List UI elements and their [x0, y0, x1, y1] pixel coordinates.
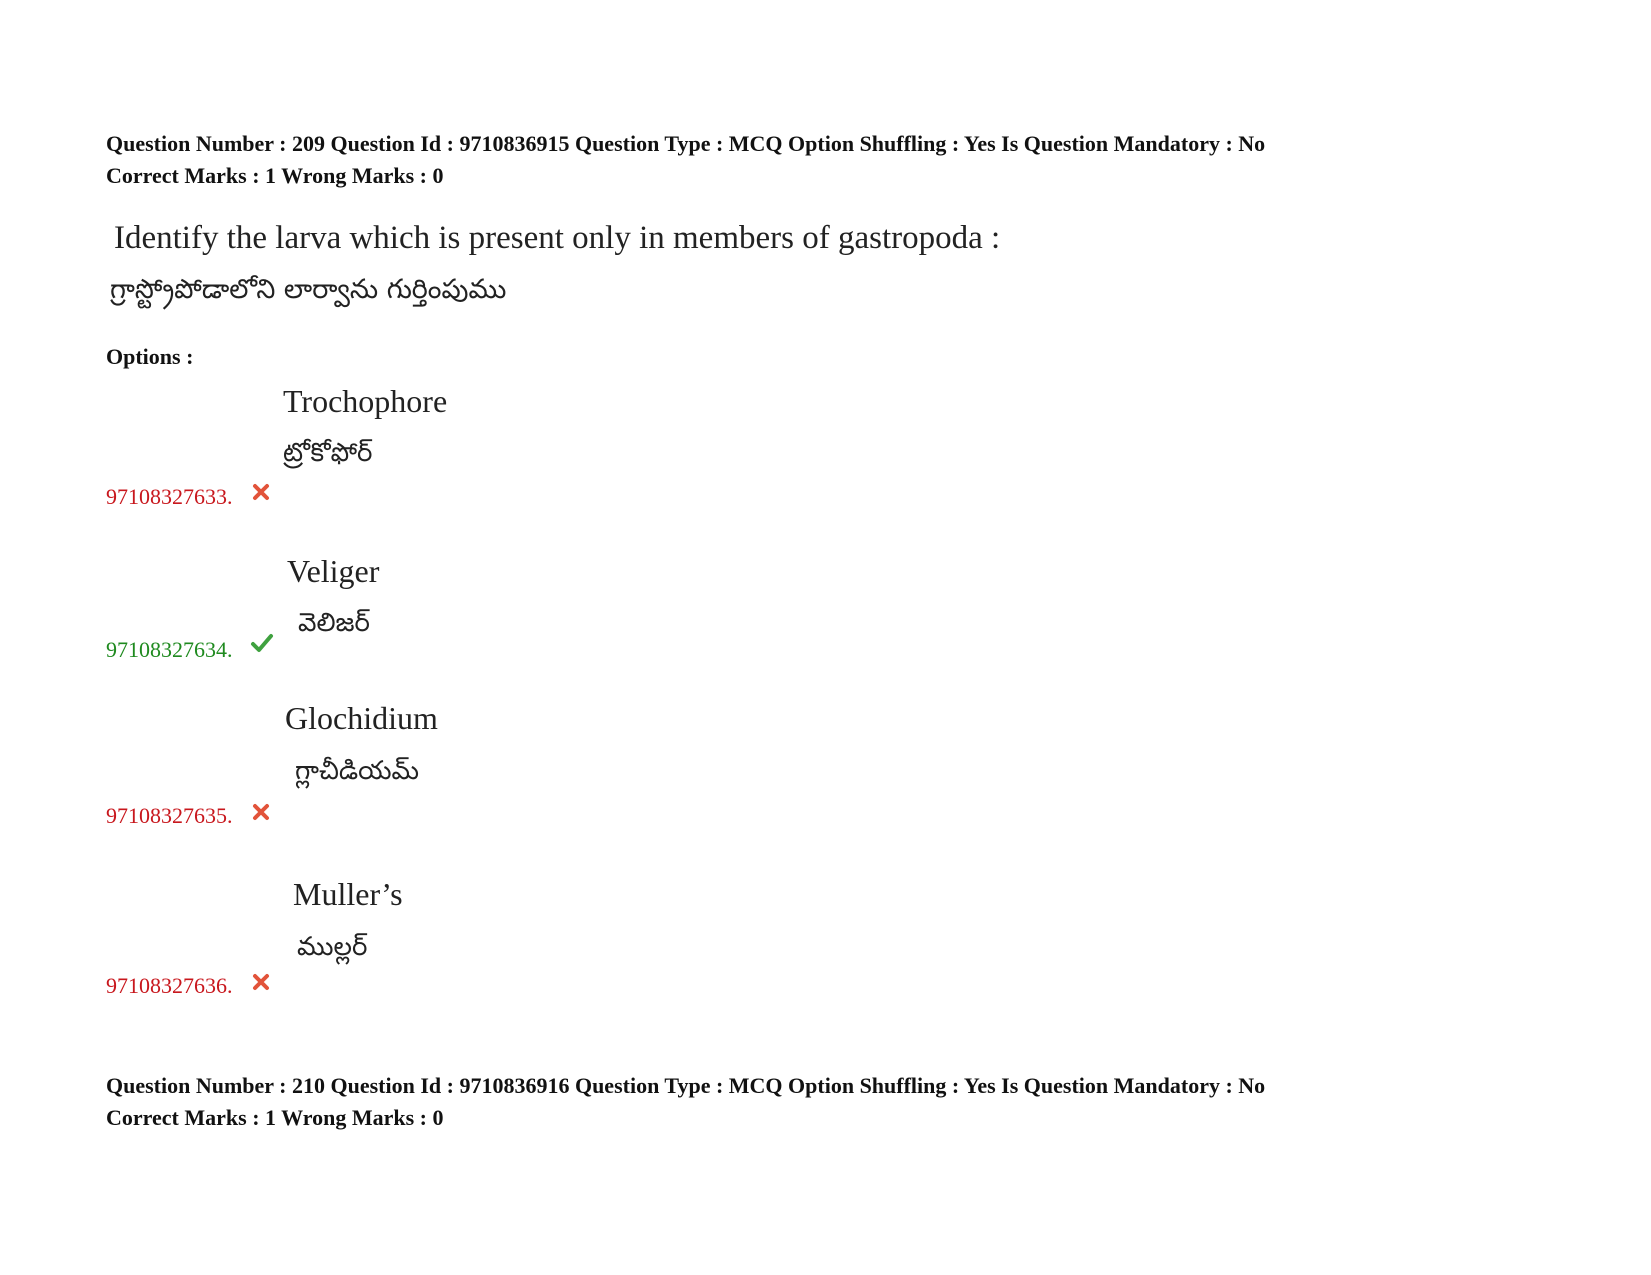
option-1-text-telugu: ట్రోకోఫోర్	[283, 438, 373, 468]
cross-icon	[251, 482, 271, 502]
option-4-text-telugu: ముల్లర్	[297, 932, 368, 962]
option-1-id: 97108327633.	[106, 484, 233, 509]
option-4-text-english: Muller’s	[293, 876, 403, 912]
question-210-meta: Question Number : 210 Question Id : 9710836916 Question Type : MCQ Option Shuffling : Yes Is Question Mandatory : No	[106, 1073, 1266, 1098]
option-2-id: 97108327634.	[106, 637, 233, 662]
question-209-meta: Question Number : 209 Question Id : 9710836915 Question Type : MCQ Option Shuffling : Yes Is Question Mandatory : No	[106, 131, 1266, 156]
option-2-text-telugu: వెలిజర్	[298, 608, 370, 638]
option-4-id: 97108327636.	[106, 973, 233, 998]
question-209-text-english: Identify the larva which is present only in members of gastropoda :	[114, 220, 1001, 256]
cross-icon	[251, 972, 271, 992]
question-210-marks: Correct Marks : 1 Wrong Marks : 0	[106, 1105, 444, 1130]
option-3-text-telugu: గ్లాచీడియమ్	[295, 756, 420, 786]
option-3-id: 97108327635.	[106, 803, 233, 828]
question-209-marks: Correct Marks : 1 Wrong Marks : 0	[106, 163, 444, 188]
check-icon	[250, 632, 274, 654]
option-2-text-english: Veliger	[287, 553, 380, 589]
options-label: Options :	[106, 344, 194, 369]
cross-icon	[251, 802, 271, 822]
option-3-text-english: Glochidium	[285, 700, 438, 736]
option-1-text-english: Trochophore	[283, 383, 448, 419]
question-209-text-telugu: గ్రాస్ట్రోపోడాలోని లార్వాను గుర్తింపుము	[110, 274, 507, 305]
